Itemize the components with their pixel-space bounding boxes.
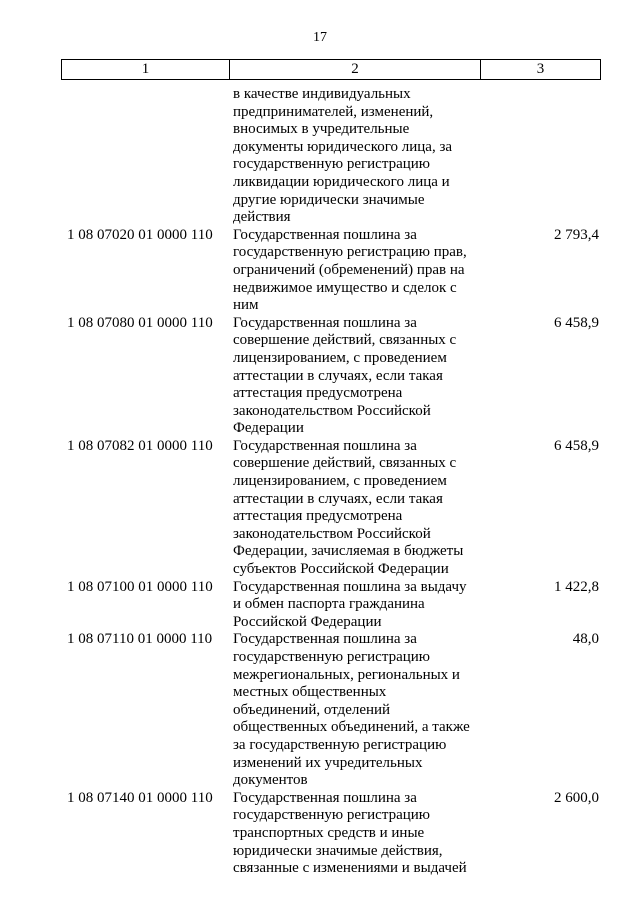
revenue-name-line: субъектов Российской Федерации	[233, 561, 449, 578]
table-row	[61, 315, 601, 438]
amount: 2 600,0	[554, 789, 599, 806]
revenue-name-line: государственную регистрацию	[233, 807, 430, 824]
amount: 6 458,9	[554, 437, 599, 454]
revenue-name-line: Государственная пошлина за выдачу	[233, 578, 467, 595]
amount: 2 793,4	[554, 226, 599, 243]
revenue-name-line: государственную регистрацию	[233, 649, 430, 665]
revenue-name-line: Государственная пошлина за	[233, 789, 417, 806]
table-row	[61, 227, 601, 315]
revenue-name-line: документов	[233, 772, 308, 789]
revenue-name-line: и обмен паспорта гражданина	[233, 596, 425, 613]
revenue-name-line: государственную регистрацию	[233, 156, 430, 173]
revenue-name-line: лицензированием, с проведением	[233, 473, 447, 490]
revenue-name-line: ликвидации юридического лица и	[233, 173, 450, 190]
revenue-name-line: Государственная пошлина за	[233, 631, 417, 648]
revenue-name-line: совершение действий, связанных с	[233, 332, 457, 349]
budget-code	[61, 86, 233, 227]
revenue-name-line: за государственную регистрацию	[233, 736, 447, 753]
revenue-name	[233, 579, 491, 632]
revenue-name	[233, 631, 491, 789]
amount: 1 422,8	[554, 578, 599, 595]
table-row	[61, 438, 601, 579]
table-row	[61, 631, 601, 789]
table-row	[61, 86, 601, 227]
budget-code: 1 08 07140 01 0000 110	[67, 789, 213, 806]
revenue-name-line: связанные с изменениями и выдачей	[233, 860, 467, 877]
revenue-name-line: законодательством Российской	[233, 402, 431, 419]
amount	[491, 86, 601, 227]
budget-code: 1 08 07110 01 0000 110	[67, 631, 213, 648]
revenue-name-line: ограничений (обременений) прав на	[233, 261, 465, 278]
revenue-name-line: Федерации, зачисляемая в бюджеты	[233, 543, 464, 560]
revenue-name-line: в качестве индивидуальных	[233, 86, 411, 102]
revenue-name-line: местных общественных	[233, 684, 387, 701]
table-row	[61, 790, 601, 878]
revenue-name-line: Государственная пошлина за	[233, 226, 417, 243]
table-body	[61, 86, 601, 878]
column-header-2: 2	[230, 60, 481, 79]
revenue-name-line: изменений их учредительных	[233, 754, 423, 771]
revenue-name-line: аттестации в случаях, если такая	[233, 367, 443, 384]
revenue-name-line: аттестации в случаях, если такая	[233, 490, 443, 507]
budget-code: 1 08 07082 01 0000 110	[67, 437, 213, 454]
revenue-name-line: вносимых в учредительные	[233, 121, 410, 138]
revenue-name-line: транспортных средств и иные	[233, 824, 425, 841]
revenue-name-line: аттестация предусмотрена	[233, 508, 403, 525]
revenue-name-line: предпринимателей, изменений,	[233, 103, 434, 120]
revenue-name-line: Государственная пошлина за	[233, 437, 417, 454]
revenue-name-line: лицензированием, с проведением	[233, 349, 447, 366]
revenue-name	[233, 315, 491, 438]
revenue-name	[233, 227, 491, 315]
revenue-name-line: объединений, отделений	[233, 701, 391, 718]
amount: 48,0	[572, 631, 599, 648]
column-header-1: 1	[62, 60, 230, 79]
budget-code: 1 08 07100 01 0000 110	[67, 578, 213, 595]
revenue-name	[233, 438, 491, 579]
budget-code: 1 08 07080 01 0000 110	[67, 314, 213, 331]
revenue-name-line: совершение действий, связанных с	[233, 455, 457, 472]
table-row	[61, 579, 601, 632]
table-header	[61, 59, 601, 80]
revenue-name-line: общественных объединений, а также	[233, 719, 470, 736]
budget-code: 1 08 07020 01 0000 110	[67, 226, 213, 243]
page-number: 17	[313, 30, 327, 45]
revenue-name	[233, 790, 491, 878]
column-header-3: 3	[536, 61, 545, 77]
revenue-name-line: действия	[233, 209, 291, 226]
revenue-name-line: законодательством Российской	[233, 525, 431, 542]
revenue-name	[233, 86, 491, 227]
revenue-name-line: аттестация предусмотрена	[233, 385, 403, 402]
revenue-name-line: недвижимое имущество и сделок с	[233, 279, 457, 296]
revenue-name-line: Государственная пошлина за	[233, 314, 417, 331]
revenue-name-line: другие юридически значимые	[233, 191, 425, 208]
revenue-name-line: Федерации	[233, 420, 304, 437]
revenue-name-line: межрегиональных, региональных и	[233, 666, 460, 683]
revenue-name-line: юридически значимые действия,	[233, 842, 443, 859]
revenue-name-line: ним	[233, 297, 259, 314]
amount: 6 458,9	[554, 314, 599, 331]
revenue-name-line: документы юридического лица, за	[233, 138, 453, 155]
revenue-name-line: Российской Федерации	[233, 613, 382, 630]
revenue-name-line: государственную регистрацию прав,	[233, 244, 467, 261]
